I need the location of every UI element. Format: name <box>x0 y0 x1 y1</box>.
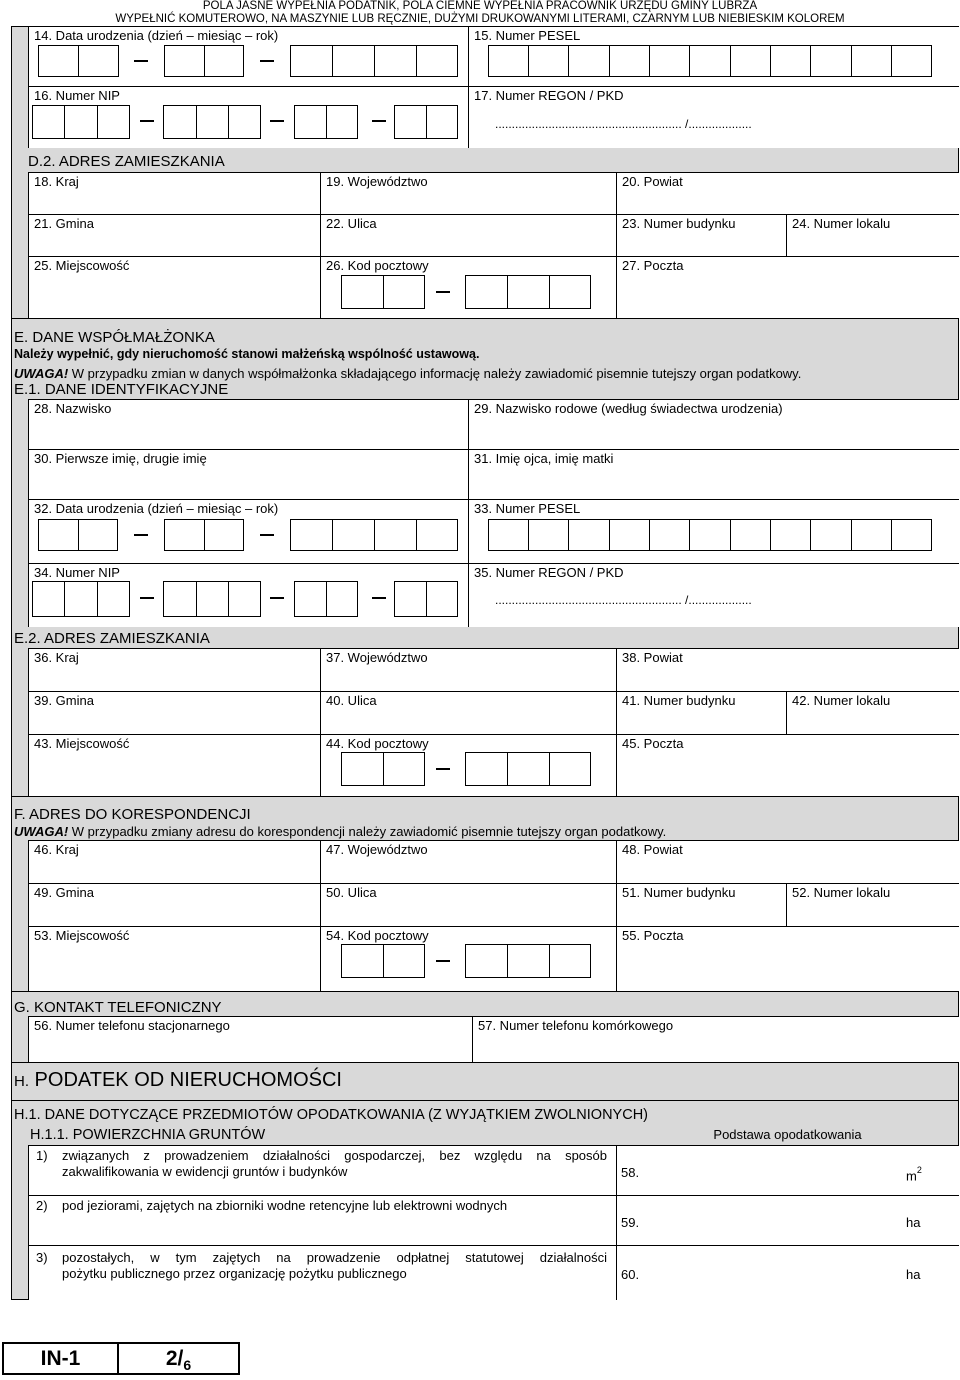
header-line-2: WYPEŁNIĆ KOMUTEROWO, NA MASZYNIE LUB RĘCZNIE, DUŻYMI DRUKOWANYMI LITERAMI, CZARNYM LUB NIEBIESKIM KOLOREM <box>115 13 845 25</box>
section-e-note: UWAGA! W przypadku zmian w danych współmałżonka składającego informację należy zawiadomić pisemnie tutejszy organ podatkowy. <box>14 366 802 381</box>
section-e-bold-note: Należy wypełnić, gdy nieruchomość stanowi małżeńską wspólność ustawową. <box>14 347 480 361</box>
field-17-regon[interactable]: 17. Numer REGON / PKD <box>468 86 959 148</box>
field-41-building[interactable]: 41. Numer budynku <box>616 691 786 734</box>
field-27-post-office[interactable]: 27. Poczta <box>616 256 959 318</box>
field-55-post-office[interactable]: 55. Poczta <box>616 926 959 991</box>
section-e-title: E. DANE WSPÓŁMAŁŻONKA <box>14 329 215 346</box>
field-29-birth-surname[interactable]: 29. Nazwisko rodowe (według świadectwa urodzenia) <box>468 399 959 449</box>
pesel-boxes-e[interactable] <box>488 519 932 551</box>
header-line-1: POLA JASNE WYPEŁNIA PODATNIK, POLA CIEMNE WYPEŁNIA PRACOWNIK URZĘDU GMINY LUBRZA <box>202 0 758 12</box>
field-58-label: 58. <box>621 1165 640 1180</box>
postcode-dash <box>436 960 450 962</box>
field-37-voivodeship[interactable]: 37. Województwo <box>320 648 616 691</box>
field-38-county[interactable]: 38. Powiat <box>616 648 959 691</box>
field-34-nip[interactable]: 34. Numer NIP <box>28 563 468 627</box>
h-row-2-num: 2) <box>36 1198 48 1213</box>
regon-dots: ........................................................ /................... <box>495 117 752 131</box>
nip-dash <box>140 120 154 122</box>
field-60-label: 60. <box>621 1267 640 1282</box>
tax-base-header: Podstawa opodatkowania <box>713 1127 862 1142</box>
h-row-3-text1: pozostałych, w tym zajętych na prowadzenie odpłatnej statutowej działalności <box>62 1250 607 1265</box>
field-23-building[interactable]: 23. Numer budynku <box>616 214 786 256</box>
h-row-3-num: 3) <box>36 1250 48 1265</box>
field-46-country[interactable]: 46. Kraj <box>28 840 320 883</box>
section-f-note: UWAGA! W przypadku zmiany adresu do korespondencji należy zawiadomić pisemnie tutejszy organ podatkowy. <box>14 824 667 839</box>
field-53-city[interactable]: 53. Miejscowość <box>28 926 320 991</box>
form-code: IN-1 <box>4 1344 119 1373</box>
field-35-regon[interactable]: 35. Numer REGON / PKD <box>468 563 959 627</box>
field-45-post-office[interactable]: 45. Poczta <box>616 734 959 796</box>
section-h11-title: H.1.1. POWIERZCHNIA GRUNTÓW <box>30 1127 266 1143</box>
nip-dash <box>270 597 284 599</box>
date-dash <box>134 534 148 536</box>
field-30-first-names[interactable]: 30. Pierwsze imię, drugie imię <box>28 449 468 499</box>
field-40-street[interactable]: 40. Ulica <box>320 691 616 734</box>
field-18-country[interactable]: 18. Kraj <box>28 172 320 214</box>
footer-form-id <box>2 1342 240 1375</box>
nip-boxes-e2[interactable] <box>163 581 261 617</box>
field-33-pesel[interactable]: 33. Numer PESEL <box>468 499 959 563</box>
field-22-street[interactable]: 22. Ulica <box>320 214 616 256</box>
regon-dots-e: ........................................................ /................... <box>495 593 752 607</box>
field-20-county[interactable]: 20. Powiat <box>616 172 959 214</box>
field-44-postcode[interactable]: 44. Kod pocztowy <box>320 734 616 796</box>
h-row-1-num: 1) <box>36 1148 48 1163</box>
field-48-county[interactable]: 48. Powiat <box>616 840 959 883</box>
field-16-nip[interactable]: 16. Numer NIP <box>28 86 468 148</box>
nip-boxes-1[interactable] <box>32 105 130 139</box>
nip-boxes-e1[interactable] <box>32 581 130 617</box>
section-h-title: H. PODATEK OD NIERUCHOMOŚCI <box>14 1069 342 1091</box>
field-39-commune[interactable]: 39. Gmina <box>28 691 320 734</box>
field-52-apartment[interactable]: 52. Numer lokalu <box>786 883 959 926</box>
field-42-apartment[interactable]: 42. Numer lokalu <box>786 691 959 734</box>
postcode-dash <box>436 768 450 770</box>
section-f-title: F. ADRES DO KORESPONDENCJI <box>14 806 251 823</box>
field-21-commune[interactable]: 21. Gmina <box>28 214 320 256</box>
postcode-boxes-2[interactable] <box>465 275 591 309</box>
h-row-1-text2: zakwalifikowania w ewidencji gruntów i budynków <box>62 1164 348 1179</box>
section-d2-title: D.2. ADRES ZAMIESZKANIA <box>28 153 225 170</box>
field-32-birth-date[interactable]: 32. Data urodzenia (dzień – miesiąc – rok) <box>28 499 468 563</box>
field-31-parents[interactable]: 31. Imię ojca, imię matki <box>468 449 959 499</box>
postcode-boxes-f2[interactable] <box>465 944 591 978</box>
field-14-birth-date[interactable]: 14. Data urodzenia (dzień – miesiąc – rok) <box>28 26 468 86</box>
h-row-3-text2: pożytku publicznego przez organizację pożytku publicznego <box>62 1266 407 1281</box>
field-57-mobile[interactable]: 57. Numer telefonu komórkowego <box>472 1016 959 1062</box>
unit-m2: $m^2$ <box>906 1165 922 1184</box>
section-e1-title: E.1. DANE IDENTYFIKACYJNE <box>14 381 229 398</box>
page-number: $2/_6$ <box>165 1347 192 1374</box>
pesel-boxes[interactable] <box>488 45 932 77</box>
unit-ha-59: ha <box>906 1215 921 1230</box>
field-43-city[interactable]: 43. Miejscowość <box>28 734 320 796</box>
section-e2-title: E.2. ADRES ZAMIESZKANIA <box>14 630 210 647</box>
field-47-voivodeship[interactable]: 47. Województwo <box>320 840 616 883</box>
field-24-apartment[interactable]: 24. Numer lokalu <box>786 214 959 256</box>
field-59-label: 59. <box>621 1215 640 1230</box>
field-49-commune[interactable]: 49. Gmina <box>28 883 320 926</box>
date-dash <box>134 60 148 62</box>
date-dash <box>260 60 274 62</box>
nip-dash <box>372 597 386 599</box>
field-25-city[interactable]: 25. Miejscowość <box>28 256 320 318</box>
field-28-surname[interactable]: 28. Nazwisko <box>28 399 468 449</box>
field-50-street[interactable]: 50. Ulica <box>320 883 616 926</box>
field-19-voivodeship[interactable]: 19. Województwo <box>320 172 616 214</box>
date-dash <box>260 534 274 536</box>
field-26-postcode[interactable]: 26. Kod pocztowy <box>320 256 616 318</box>
unit-ha-60: ha <box>906 1267 921 1282</box>
nip-dash <box>140 597 154 599</box>
postcode-dash <box>436 291 450 293</box>
field-36-country[interactable]: 36. Kraj <box>28 648 320 691</box>
h-row-2-text1: pod jeziorami, zajętych na zbiorniki wodne retencyjne lub elektrowni wodnych <box>62 1198 508 1213</box>
field-54-postcode[interactable]: 54. Kod pocztowy <box>320 926 616 991</box>
nip-dash <box>372 120 386 122</box>
field-56-landline[interactable]: 56. Numer telefonu stacjonarnego <box>28 1016 472 1062</box>
field-51-building[interactable]: 51. Numer budynku <box>616 883 786 926</box>
section-h1-title: H.1. DANE DOTYCZĄCE PRZEDMIOTÓW OPODATKOWANIA (Z WYJĄTKIEM ZWOLNIONYCH) <box>14 1107 648 1123</box>
section-g-title: G. KONTAKT TELEFONICZNY <box>14 999 222 1016</box>
h-row-1-text1: związanych z prowadzeniem działalności gospodarczej, bez względu na sposób <box>62 1148 607 1163</box>
nip-boxes-2[interactable] <box>163 105 261 139</box>
field-15-pesel[interactable]: 15. Numer PESEL <box>468 26 959 86</box>
nip-dash <box>270 120 284 122</box>
postcode-boxes-e2[interactable] <box>465 752 591 786</box>
